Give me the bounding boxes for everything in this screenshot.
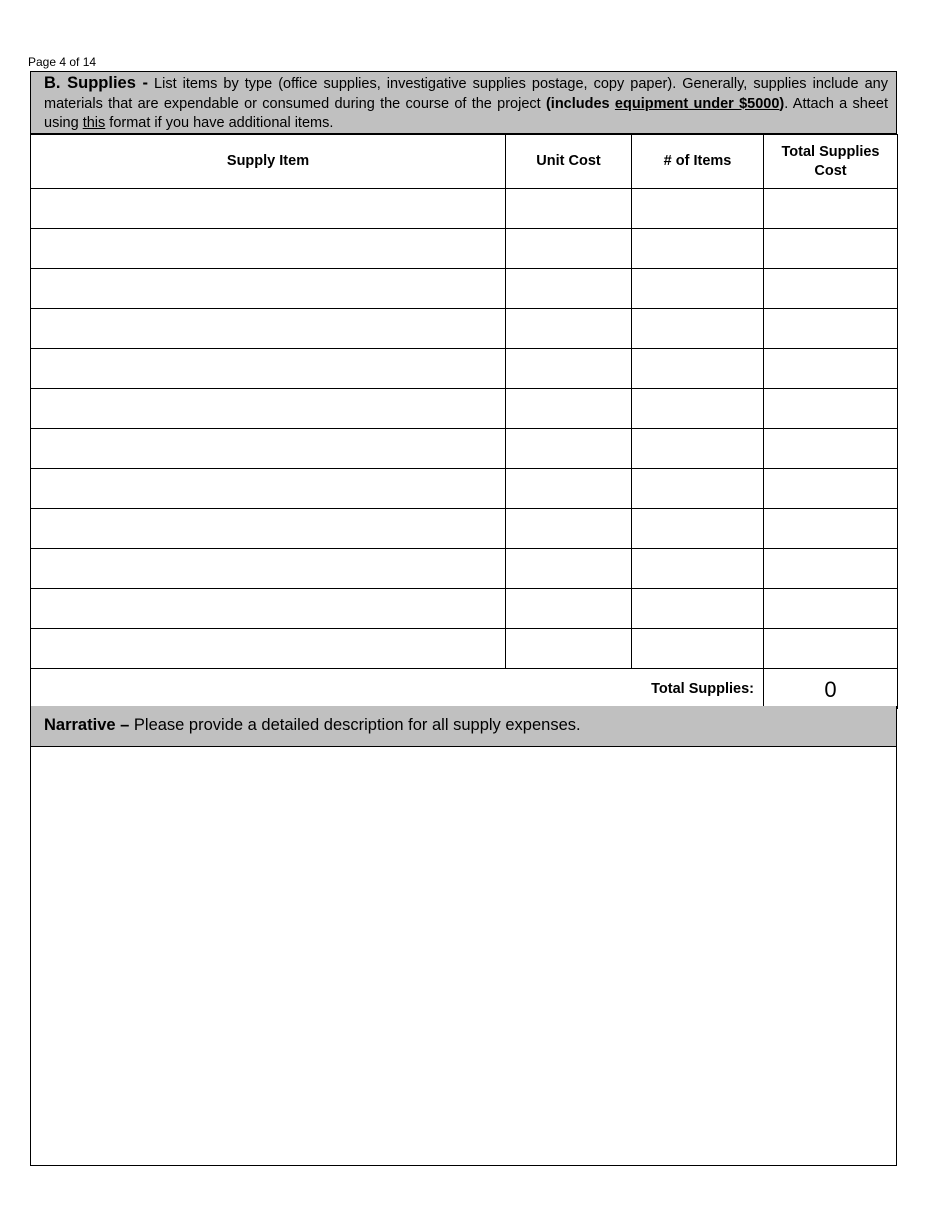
- supply-item-cell[interactable]: [31, 429, 506, 469]
- supply-item-cell[interactable]: [31, 389, 506, 429]
- instructions-text-2: . Attach a sheet using: [44, 95, 889, 131]
- supply-item-cell[interactable]: [31, 189, 506, 229]
- table-row: [31, 349, 898, 389]
- num-items-cell[interactable]: [632, 629, 764, 669]
- narrative-input[interactable]: [30, 746, 897, 1166]
- table-row: [31, 389, 898, 429]
- unit-cost-cell[interactable]: [506, 269, 632, 309]
- unit-cost-cell[interactable]: [506, 429, 632, 469]
- supplies-table: [30, 134, 898, 709]
- table-row: [31, 509, 898, 549]
- col-header-unit-cost: Unit Cost: [506, 135, 632, 189]
- total-row: [31, 669, 898, 709]
- table-row: [31, 229, 898, 269]
- table-row: [31, 429, 898, 469]
- section-title: B. Supplies -: [44, 74, 148, 92]
- num-items-cell[interactable]: [632, 229, 764, 269]
- unit-cost-cell[interactable]: [506, 309, 632, 349]
- col-header-num-items: # of Items: [632, 135, 764, 189]
- num-items-cell[interactable]: [632, 309, 764, 349]
- total-cost-cell[interactable]: [764, 429, 898, 469]
- table-row: [31, 549, 898, 589]
- total-cost-cell[interactable]: [764, 469, 898, 509]
- instructions-bold-underline: equipment under $5000: [614, 95, 780, 112]
- total-cost-cell[interactable]: [764, 389, 898, 429]
- unit-cost-cell[interactable]: [506, 349, 632, 389]
- supply-item-cell[interactable]: [31, 509, 506, 549]
- total-cost-cell[interactable]: [764, 509, 898, 549]
- num-items-cell[interactable]: [632, 469, 764, 509]
- total-cost-cell[interactable]: [764, 629, 898, 669]
- instructions-text: List items by type (office supplies, investigative supplies postage, copy paper). Generally, supplies include any materials that are expendable or consumed during the course of the project: [44, 76, 888, 112]
- total-cost-cell[interactable]: [764, 589, 898, 629]
- unit-cost-cell[interactable]: [506, 629, 632, 669]
- total-cost-cell[interactable]: [764, 549, 898, 589]
- unit-cost-cell[interactable]: [506, 189, 632, 229]
- total-cost-cell[interactable]: [764, 269, 898, 309]
- unit-cost-cell[interactable]: [506, 509, 632, 549]
- table-header-row: [31, 135, 898, 189]
- total-supplies-value[interactable]: 0: [764, 669, 898, 709]
- col-header-total-cost: Total Supplies Cost: [764, 135, 898, 189]
- supply-item-cell[interactable]: [31, 549, 506, 589]
- supply-item-cell[interactable]: [31, 469, 506, 509]
- table-row: [31, 309, 898, 349]
- table-row: [31, 629, 898, 669]
- num-items-cell[interactable]: [632, 389, 764, 429]
- narrative-title: Narrative –: [44, 716, 130, 734]
- instructions-bold-close: ): [779, 95, 785, 112]
- num-items-cell[interactable]: [632, 269, 764, 309]
- unit-cost-cell[interactable]: [506, 549, 632, 589]
- num-items-cell[interactable]: [632, 589, 764, 629]
- supply-item-cell[interactable]: [31, 269, 506, 309]
- num-items-cell[interactable]: [632, 349, 764, 389]
- unit-cost-cell[interactable]: [506, 229, 632, 269]
- instructions-bold-open: (includes: [545, 95, 615, 112]
- unit-cost-cell[interactable]: [506, 389, 632, 429]
- table-row: [31, 269, 898, 309]
- total-cost-cell[interactable]: [764, 309, 898, 349]
- table-row: [31, 589, 898, 629]
- num-items-cell[interactable]: [632, 189, 764, 229]
- narrative-header: [30, 706, 897, 747]
- total-supplies-label: Total Supplies:: [31, 669, 764, 709]
- supply-item-cell[interactable]: [31, 629, 506, 669]
- instructions-text-3: format if you have additional items.: [105, 115, 334, 131]
- supply-item-cell[interactable]: [31, 309, 506, 349]
- num-items-cell[interactable]: [632, 549, 764, 589]
- unit-cost-cell[interactable]: [506, 589, 632, 629]
- instructions-underline: this: [82, 115, 106, 131]
- supply-item-cell[interactable]: [31, 229, 506, 269]
- page-number: Page 4 of 14: [28, 55, 97, 69]
- col-header-supply-item: Supply Item: [31, 135, 506, 189]
- narrative-prompt: Please provide a detailed description for all supply expenses.: [129, 716, 581, 734]
- unit-cost-cell[interactable]: [506, 469, 632, 509]
- num-items-cell[interactable]: [632, 509, 764, 549]
- supply-item-cell[interactable]: [31, 349, 506, 389]
- total-cost-cell[interactable]: [764, 229, 898, 269]
- table-row: [31, 469, 898, 509]
- total-cost-cell[interactable]: [764, 189, 898, 229]
- table-body: [31, 189, 898, 669]
- num-items-cell[interactable]: [632, 429, 764, 469]
- table-row: [31, 189, 898, 229]
- section-header: [30, 71, 897, 134]
- total-cost-cell[interactable]: [764, 349, 898, 389]
- supply-item-cell[interactable]: [31, 589, 506, 629]
